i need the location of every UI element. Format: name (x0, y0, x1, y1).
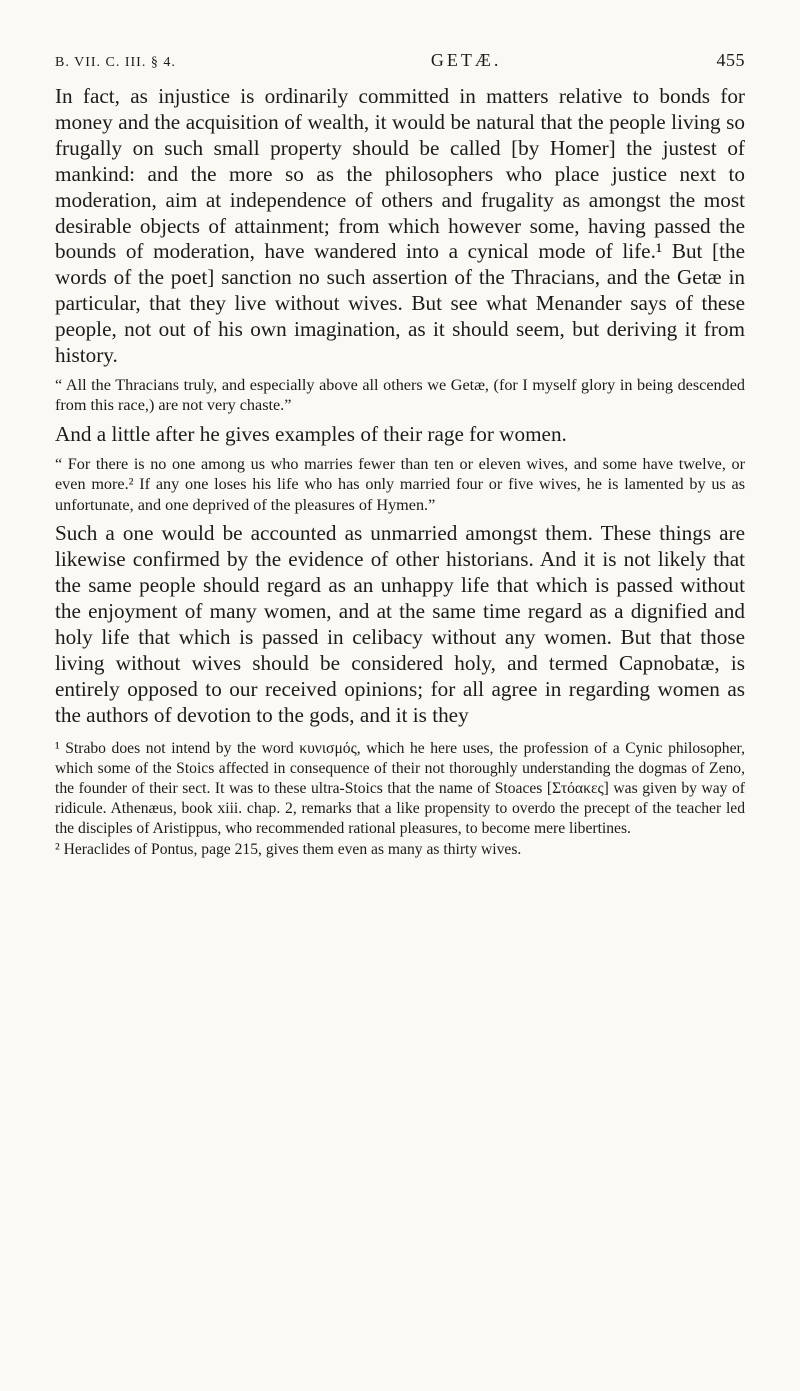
paragraph-1: In fact, as injustice is ordinarily committed in matters relative to bonds for money and the acquisition of wealth, it would be natural that the people living so frugally on such small property should be called [by Homer] the justest of mankind: and the more so as the philosophers who place justice next to moderation, aim at independence of others and frugality as amongst the most desirable objects of attainment; from which however some, having passed the bounds of moderation, have wandered into a cynical mode of life.¹ But [the words of the poet] sanction no such assertion of the Thracians, and the Getæ in particular, that they live without wives. But see what Menander says of these people, not out of his own imagination, as it should seem, but deriving it from history. (55, 84, 745, 368)
footnote-1: ¹ Strabo does not intend by the word κυνισμός, which he here uses, the profession of a Cynic philosopher, which some of the Stoics affected in consequence of their not thoroughly understanding the dogmas of Zeno, the founder of their sect. It was to these ultra-Stoics that the name of Stoaces [Στόακες] was given by way of ridicule. Athenæus, book xiii. chap. 2, remarks that a like propensity to overdo the precept of the teacher led the disciples of Aristippus, who recommended rational pleasures, to become mere libertines. (55, 739, 745, 838)
footnote-2: ² Heraclides of Pontus, page 215, gives them even as many as thirty wives. (55, 840, 522, 858)
menander-quote-1: “ All the Thracians truly, and especially above all others we Getæ, (for I myself glory in being descended from this race,) are not very chaste.” (55, 375, 745, 415)
running-header (55, 50, 745, 84)
page-number: 455 (716, 50, 745, 70)
running-title: GETÆ. (430, 50, 502, 70)
paragraph-3: Such a one would be accounted as unmarried amongst them. These things are likewise confirmed by the evidence of other historians. And it is not likely that the same people should regard as an unhappy life that which is passed without the enjoyment of many women, and at the same time regard as a dignified and holy life that which is passed in celibacy without any women. But that those living without wives should be considered holy, and termed Capnobatæ, is entirely opposed to our received opinions; for all agree in regarding women as the authors of devotion to the gods, and it is they (55, 521, 745, 727)
section-reference: B. VII. C. III. § 4. (55, 55, 176, 70)
book-page (55, 50, 745, 860)
footnotes (55, 739, 745, 860)
paragraph-2: And a little after he gives examples of their rage for women. (55, 421, 567, 446)
menander-quote-2: “ For there is no one among us who marries fewer than ten or eleven wives, and some have twelve, or even more.² If any one loses his life who has only married four or five wives, he is lamented by us as unfortunate, and one deprived of the pleasures of Hymen.” (55, 454, 745, 514)
